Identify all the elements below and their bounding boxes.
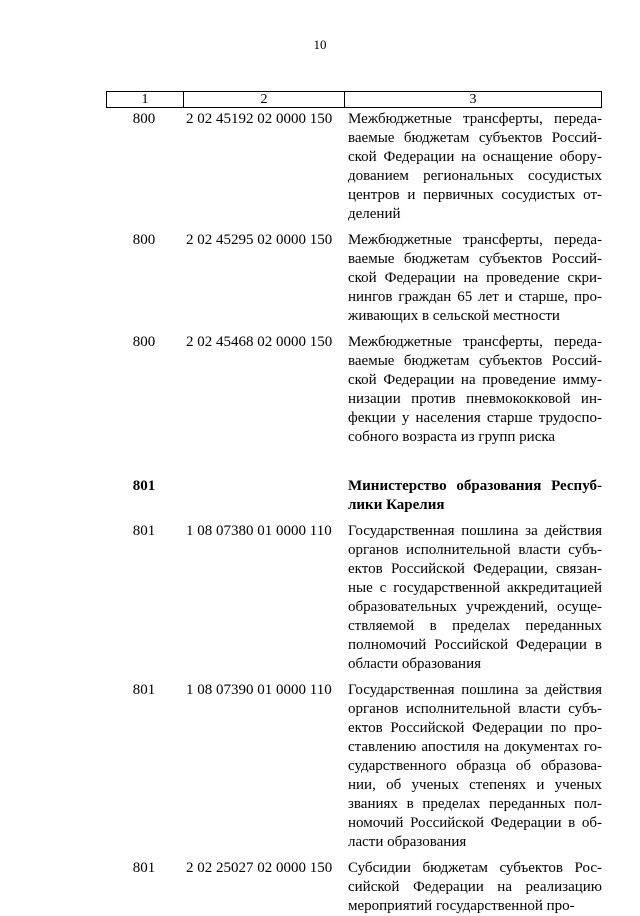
description-line: ваемые бюджетам субъектов Россий- <box>348 130 602 146</box>
table-header-row <box>106 91 602 108</box>
description-line: ствляемой в пределах переданных <box>348 618 602 634</box>
description-line: Субсидии бюджетам субъектов Рос- <box>348 860 602 876</box>
description-cell <box>342 681 602 852</box>
description-line: ской Федерации на проведение имму- <box>348 372 602 388</box>
description-line: ской Федерации на проведение скри- <box>348 270 602 286</box>
budget-classification-code-cell: 1 08 07380 01 0000 110 <box>186 523 332 539</box>
admin-code-cell: 800 <box>132 232 156 248</box>
budget-classification-code-cell: 2 02 45295 02 0000 150 <box>186 232 333 248</box>
table-row <box>106 681 602 852</box>
page-number: 10 <box>313 37 327 52</box>
table-row <box>106 110 602 224</box>
admin-code-cell: 801 <box>132 478 156 494</box>
description-cell <box>342 231 602 326</box>
description-line: сударственного образца об образова- <box>348 758 602 774</box>
description-line: образовательных учреждений, осуще- <box>348 599 602 615</box>
description-cell <box>342 477 602 515</box>
admin-code-cell: 801 <box>132 682 156 698</box>
admin-code-cell: 800 <box>132 334 156 350</box>
description-line: Государственная пошлина за действия <box>348 523 602 539</box>
admin-code-cell: 801 <box>132 860 156 876</box>
description-line: сийской Федерации на реализацию <box>348 879 602 895</box>
description-line: нии, об ученых степенях и ученых <box>348 777 602 793</box>
description-line: Межбюджетные трансферты, переда- <box>348 232 602 248</box>
description-line: Государственная пошлина за действия <box>348 682 602 698</box>
description-line: званиях в пределах переданных пол- <box>348 796 602 812</box>
description-line: делений <box>348 206 401 222</box>
description-line: лики Карелия <box>348 497 445 513</box>
admin-code-cell: 801 <box>132 523 156 539</box>
description-cell <box>342 522 602 674</box>
header-col-3: 3 <box>469 92 477 107</box>
table-row <box>106 333 602 447</box>
table-row <box>106 859 602 916</box>
description-line: дованием региональных сосудистых <box>348 168 602 184</box>
description-line: ласти образования <box>348 834 467 850</box>
description-line: ставлению апостиля на документах го- <box>348 739 602 755</box>
description-line: органов исполнительной власти субъ- <box>348 701 602 717</box>
budget-classification-code-cell <box>182 477 342 515</box>
description-cell <box>342 110 602 224</box>
budget-classification-code-cell: 2 02 25027 02 0000 150 <box>186 860 333 876</box>
description-line: полномочий Российской Федерации в <box>348 637 602 653</box>
revenue-codes-table <box>106 91 602 916</box>
table-row <box>106 522 602 674</box>
description-line: Министерство образования Респуб- <box>348 478 602 494</box>
description-cell <box>342 333 602 447</box>
description-line: ваемые бюджетам субъектов Россий- <box>348 251 602 267</box>
description-line: фекции у населения старше трудоспо- <box>348 410 602 426</box>
description-line: ваемые бюджетам субъектов Россий- <box>348 353 602 369</box>
description-line: ектов Российской Федерации по про- <box>348 720 602 736</box>
description-line: низации против пневмококковой ин- <box>348 391 602 407</box>
header-col-1: 1 <box>107 92 184 107</box>
header-col-2: 2 <box>184 92 345 107</box>
admin-code-cell: 800 <box>132 111 156 127</box>
table-body <box>106 110 602 916</box>
description-line: Межбюджетные трансферты, переда- <box>348 111 602 127</box>
table-row <box>106 477 602 515</box>
description-cell <box>342 859 602 916</box>
budget-classification-code-cell: 2 02 45468 02 0000 150 <box>186 334 333 350</box>
description-line: центров и первичных сосудистых от- <box>348 187 602 203</box>
description-line: ской Федерации на оснащение обору- <box>348 149 602 165</box>
budget-classification-code-cell: 2 02 45192 02 0000 150 <box>186 111 333 127</box>
description-line: ные с государственной аккредитацией <box>348 580 602 596</box>
description-line: ектов Российской Федерации, связан- <box>348 561 602 577</box>
description-line: нингов граждан 65 лет и старше, про- <box>348 289 602 305</box>
description-line: области образования <box>348 656 482 672</box>
budget-classification-code-cell: 1 08 07390 01 0000 110 <box>186 682 332 698</box>
description-line: органов исполнительной власти субъ- <box>348 542 602 558</box>
description-line: номочий Российской Федерации в об- <box>348 815 602 831</box>
description-line: мероприятий государственной про- <box>348 898 575 914</box>
description-line: живающих в сельской местности <box>348 308 560 324</box>
description-line: собного возраста из групп риска <box>348 429 556 445</box>
description-line: Межбюджетные трансферты, переда- <box>348 334 602 350</box>
table-row <box>106 231 602 326</box>
